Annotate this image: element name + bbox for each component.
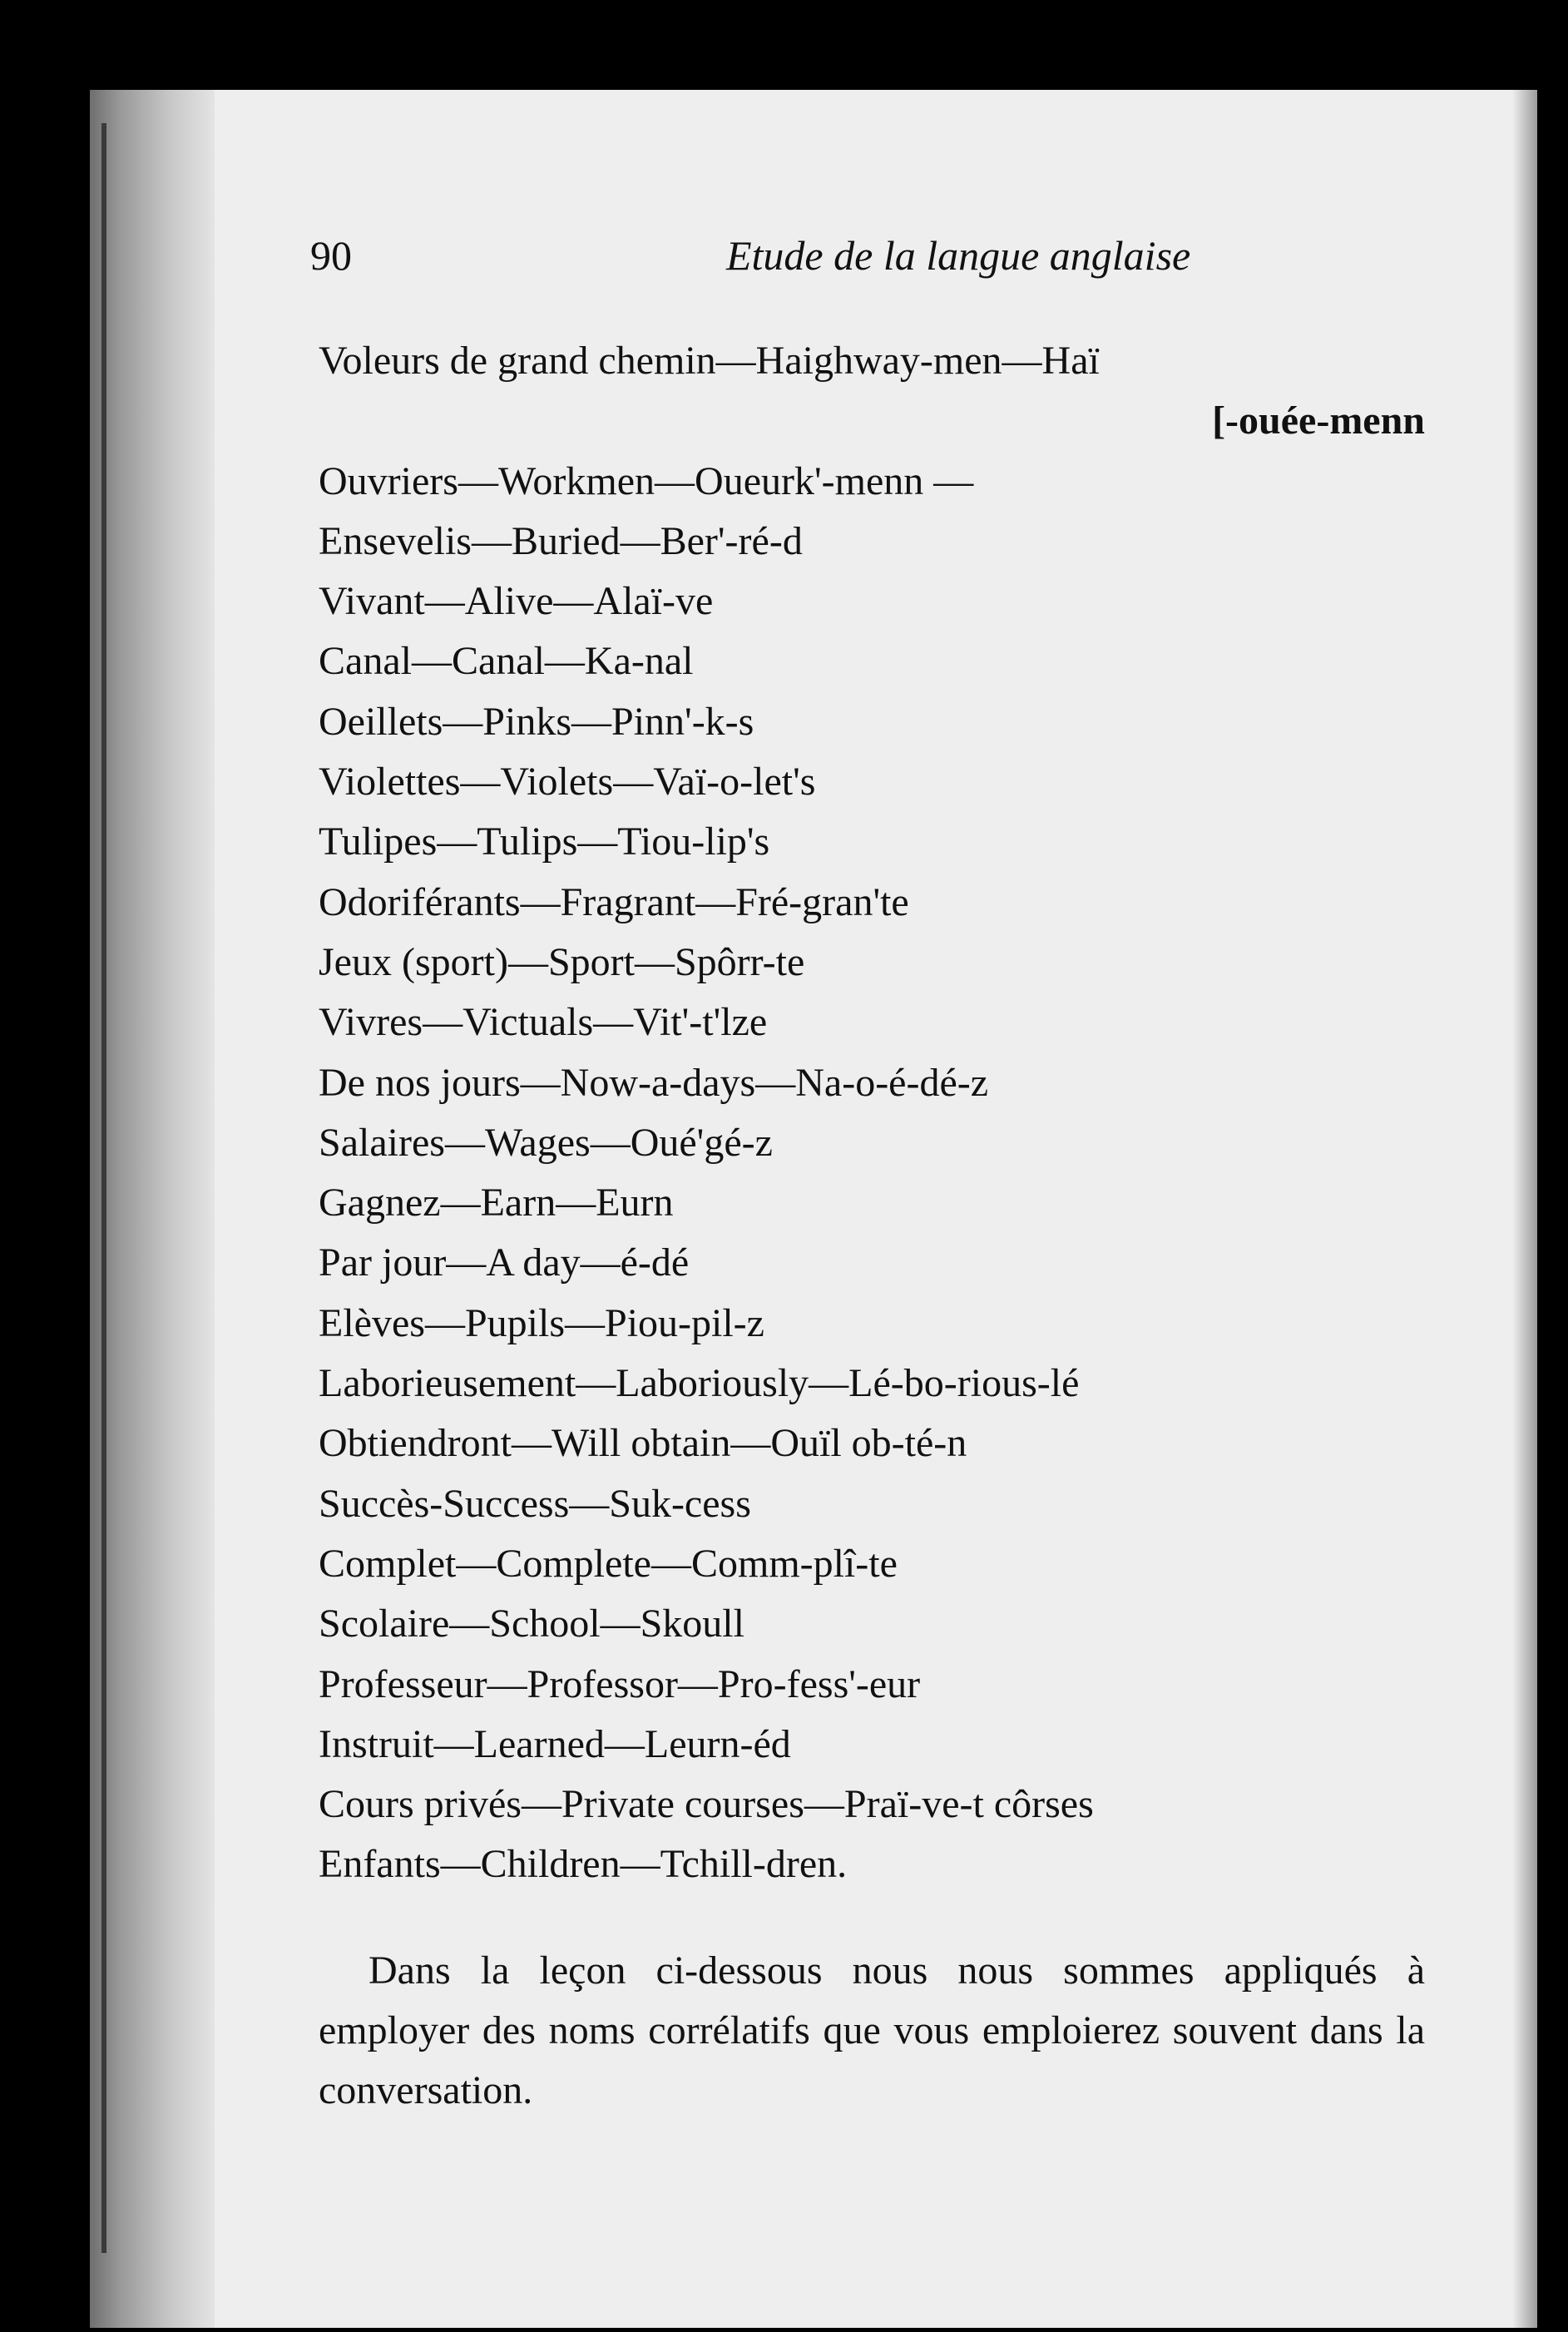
page-header [310, 231, 1225, 306]
vocab-entry: Ouvriers—Workmen—Oueurk'-menn — [319, 458, 974, 503]
vocab-entry: Oeillets—Pinks—Pinn'-k-s [319, 699, 754, 744]
vocab-entry: Salaires—Wages—Oué'gé-z [319, 1120, 773, 1165]
body-paragraph: Dans la leçon ci-dessous nous nous sommes appliqués à employer des noms corrélatifs que vous emploierez souvent dans la conversation. [319, 1948, 1425, 2112]
vocab-entry: Instruit—Learned—Leurn-éd [319, 1721, 791, 1766]
vocab-entry-continuation: [-ouée-menn [1212, 399, 1425, 443]
page-edge-shadow [1512, 90, 1537, 2328]
vocab-entry: Obtiendront—Will obtain—Ouïl ob-té-n [319, 1421, 967, 1466]
vocab-entry: Ensevelis—Buried—Ber'-ré-d [319, 518, 803, 563]
vocab-entry: Complet—Complete—Comm-plî-te [319, 1541, 898, 1586]
vocab-entry: Violettes—Violets—Vaï-o-let's [319, 760, 816, 805]
book-page [90, 90, 1537, 2328]
vocab-entry: Par jour—A day—é-dé [319, 1240, 690, 1285]
vocab-entry: Laborieusement—Laboriously—Lé-bo-rious-lé [319, 1361, 1080, 1406]
binding-edge [101, 123, 106, 2253]
vocab-entry: Voleurs de grand chemin—Haighway-men—Haï [319, 339, 1100, 383]
vocab-entry: Professeur—Professor—Pro-fess'-eur [319, 1661, 921, 1706]
vocab-entry: Elèves—Pupils—Piou-pil-z [319, 1300, 764, 1345]
vocabulary-list [319, 331, 1425, 1895]
vocab-entry: Canal—Canal—Ka-nal [319, 639, 694, 684]
vocab-entry: Cours privés—Private courses—Praï-ve-t côrses [319, 1782, 1094, 1827]
vocab-entry: Tulipes—Tulips—Tiou-lip's [319, 819, 770, 864]
page-gutter-shadow [90, 90, 215, 2328]
running-title: Etude de la langue anglaise [726, 232, 1191, 279]
page-number: 90 [310, 232, 352, 279]
vocab-entry: Odoriférants—Fragrant—Fré-gran'te [319, 879, 909, 924]
vocab-entry: Vivant—Alive—Alaï-ve [319, 579, 714, 624]
vocab-entry: De nos jours—Now-a-days—Na-o-é-dé-z [319, 1060, 989, 1105]
vocab-entry: Scolaire—School—Skoull [319, 1602, 744, 1646]
vocab-entry: Jeux (sport)—Sport—Spôrr-te [319, 939, 805, 984]
vocab-entry: Enfants—Children—Tchill-dren. [319, 1842, 848, 1887]
vocab-entry: Vivres—Victuals—Vit'-t'lze [319, 1000, 768, 1045]
vocab-entry: Gagnez—Earn—Eurn [319, 1181, 674, 1225]
vocab-entry: Succès-Success—Suk-cess [319, 1481, 751, 1526]
